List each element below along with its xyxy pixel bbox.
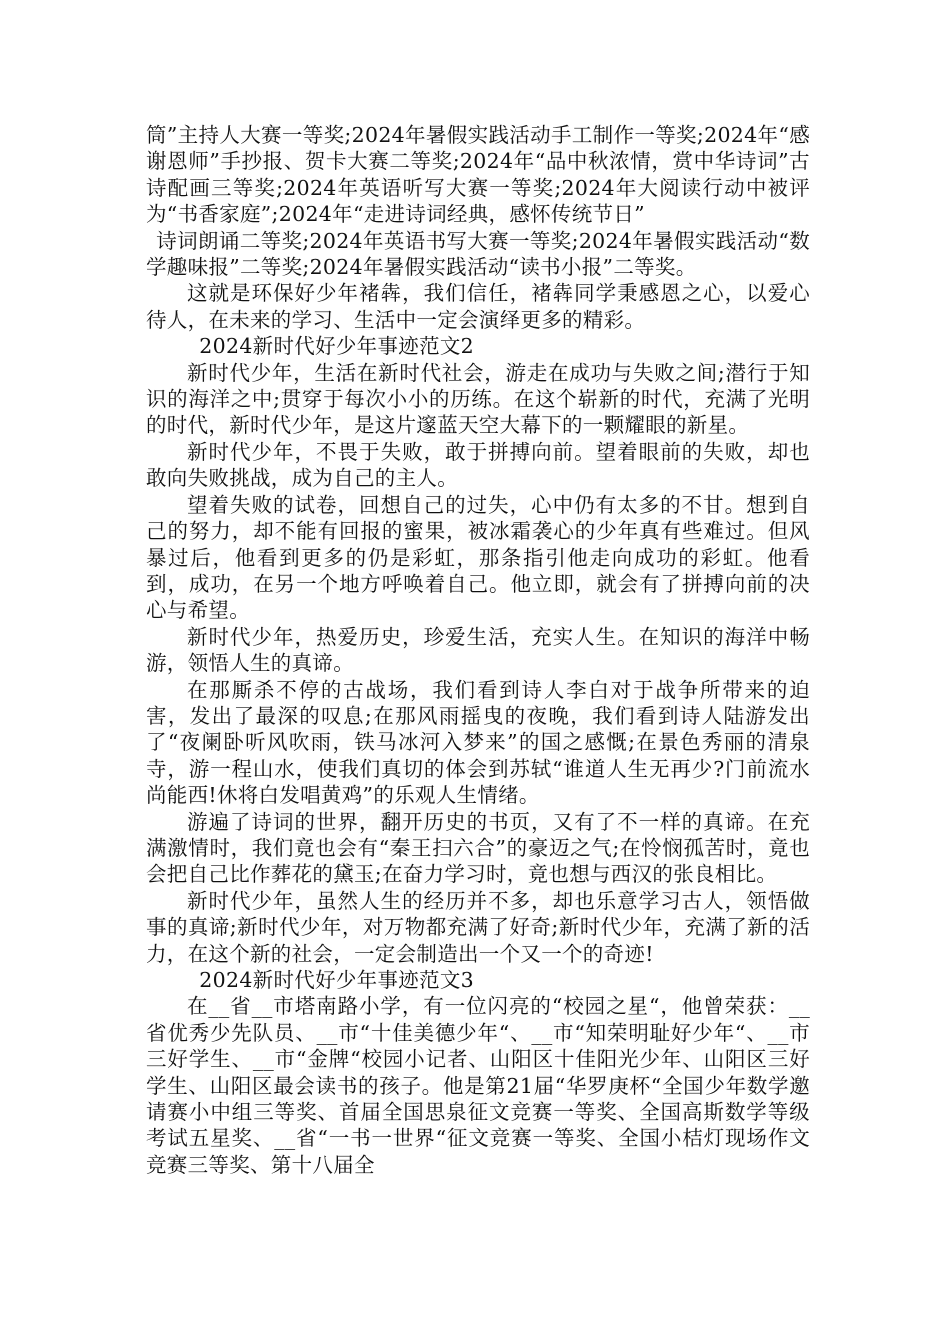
paragraph-awards-end: 诗词朗诵二等奖;2024年英语书写大赛一等奖;2024年暑假实践活动“数学趣味报”二等奖;2024年暑假实践活动“读书小报”二等奖。 bbox=[146, 228, 810, 280]
paragraph-body: 在那厮杀不停的古战场，我们看到诗人李白对于战争所带来的迫害，发出了最深的叹息;在那风雨摇曳的夜晚，我们看到诗人陆游发出了“夜阑卧听风吹雨，铁马冰河入梦来”的国之感慨;在景色秀丽的清泉寺，游一程山水，使我们真切的体会到苏轼“谁道人生无再少?门前流水尚能西!休将白发唱黄鸡”的乐观人生情绪。 bbox=[146, 677, 810, 808]
paragraph-body: 新时代少年，虽然人生的经历并不多，却也乐意学习古人，领悟做事的真谛;新时代少年，对万物都充满了好奇;新时代少年，充满了新的活力，在这个新的社会，一定会制造出一个又一个的奇迹! bbox=[146, 888, 810, 966]
paragraph-body: 望着失败的试卷，回想自己的过失，心中仍有太多的不甘。想到自己的努力，却不能有回报的蜜果，被冰霜袭心的少年真有些难过。但风暴过后，他看到更多的仍是彩虹，那条指引他走向成功的彩虹。他看到，成功，在另一个地方呼唤着自己。他立即，就会有了拼搏向前的决心与希望。 bbox=[146, 492, 810, 623]
paragraph-awards-continued: 筒”主持人大赛一等奖;2024年暑假实践活动手工制作一等奖;2024年“感谢恩师”手抄报、贺卡大赛二等奖;2024年“品中秋浓情，赏中华诗词”古诗配画三等奖;2024年英语听写大赛一等奖;2024年大阅读行动中被评为“书香家庭”;2024年“走进诗词经典，感怀传统节日” bbox=[146, 123, 810, 227]
paragraph-body: 新时代少年，热爱历史，珍爱生活，充实人生。在知识的海洋中畅游，领悟人生的真谛。 bbox=[146, 624, 810, 676]
paragraph-conclusion: 这就是环保好少年褚犇，我们信任，褚犇同学秉感恩之心，以爱心待人，在未来的学习、生活中一定会演绎更多的精彩。 bbox=[146, 281, 810, 332]
section-heading-2: 2024新时代好少年事迹范文2 bbox=[199, 334, 475, 359]
paragraph-body: 在__省__市塔南路小学，有一位闪亮的“校园之星“，他曾荣获：__省优秀少先队员、__市“十佳美德少年“、__市“知荣明耻好少年“、__市三好学生、__市“金牌“校园小记者、山阳区十佳阳光少年、山阳区三好学生、山阳区最会读书的孩子。他是第21届“华罗庚杯“全国少年数学邀请赛小中组三等奖、首届全国思泉征文竞赛一等奖、全国高斯数学等级考试五星奖、__省“一书一世界“征文竞赛一等奖、全国小桔灯现场作文竞赛三等奖、第十八届全 bbox=[146, 994, 810, 1177]
paragraph-body: 新时代少年，生活在新时代社会，游走在成功与失败之间;潜行于知识的海洋之中;贯穿于每次小小的历练。在这个崭新的时代，充满了光明的时代，新时代少年，是这片邃蓝天空大幕下的一颗耀眼的新星。 bbox=[146, 360, 810, 438]
document-page bbox=[146, 122, 810, 1178]
paragraph-body: 新时代少年，不畏于失败，敢于拼搏向前。望着眼前的失败，却也敢向失败挑战，成为自己的主人。 bbox=[146, 439, 810, 491]
paragraph-body: 游遍了诗词的世界，翻开历史的书页，又有了不一样的真谛。在充满激情时，我们竟也会有“秦王扫六合”的豪迈之气;在怜悯孤苦时，竟也会把自己比作葬花的黛玉;在奋力学习时，竟也想与西汉的张良相比。 bbox=[146, 809, 810, 887]
section-heading-3: 2024新时代好少年事迹范文3 bbox=[199, 968, 475, 992]
